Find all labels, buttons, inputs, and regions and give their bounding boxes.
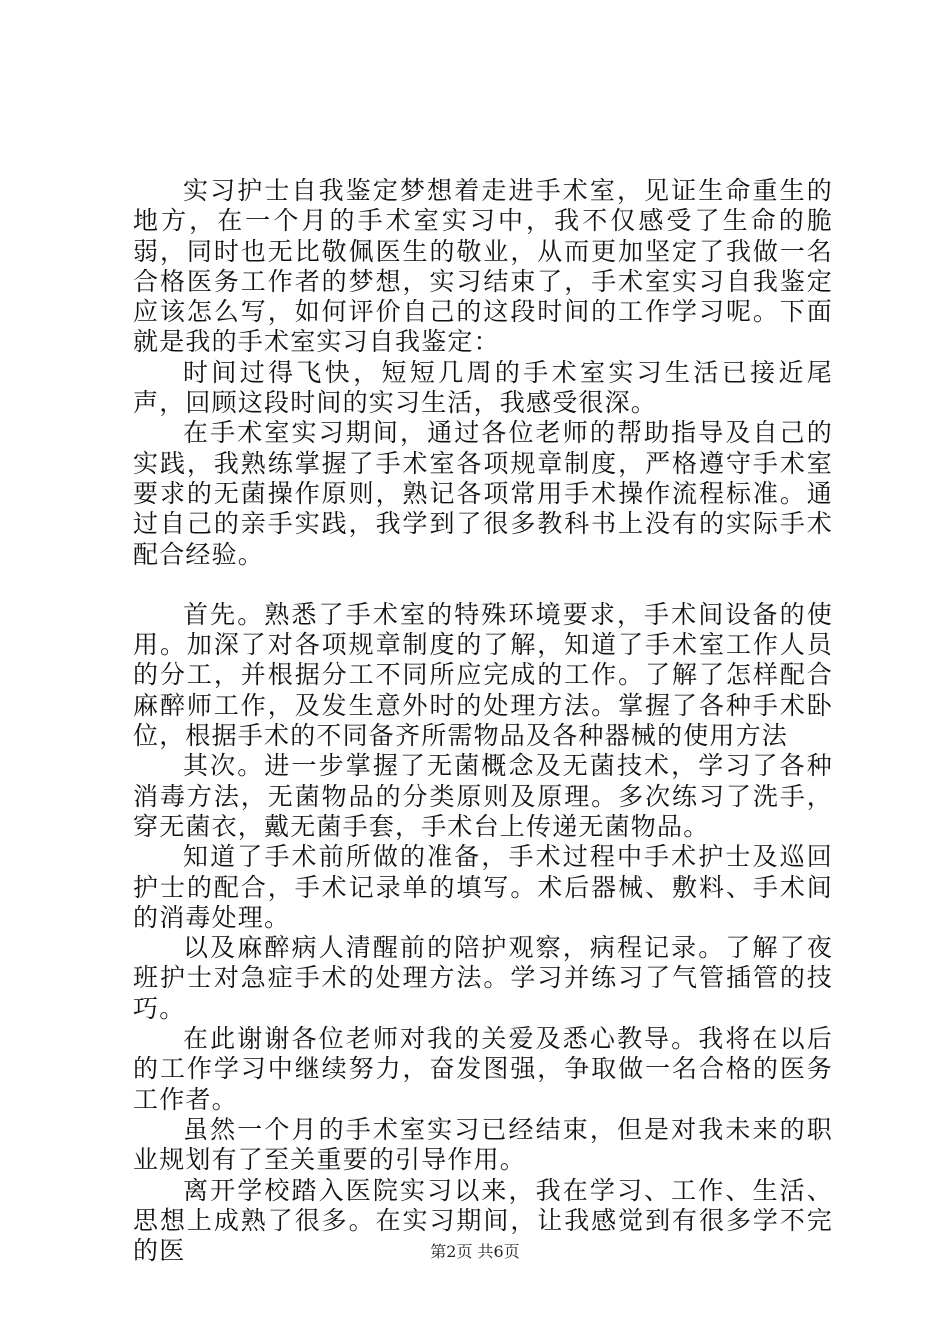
paragraph-anesthesia: 以及麻醉病人清醒前的陪护观察，病程记录。了解了夜班护士对急症手术的处理方法。学习并练习了气管插管的技巧。	[133, 933, 833, 1023]
paragraph-preparation: 知道了手术前所做的准备，手术过程中手术护士及巡回护士的配合，手术记录单的填写。术后器械、敷料、手术间的消毒处理。	[133, 842, 833, 932]
paragraph-internship-period: 在手术室实习期间，通过各位老师的帮助指导及自己的实践，我熟练掌握了手术室各项规章制度，严格遵守手术室要求的无菌操作原则，熟记各项常用手术操作流程标准。通过自己的亲手实践，我学到了很多教科书上没有的实际手术配合经验。	[133, 418, 833, 569]
paragraph-guidance: 虽然一个月的手术室实习已经结束，但是对我未来的职业规划有了至关重要的引导作用。	[133, 1114, 833, 1175]
paragraph-time-passes: 时间过得飞快，短短几周的手术室实习生活已接近尾声，回顾这段时间的实习生活，我感受很深。	[133, 357, 833, 418]
page-number-footer: 第2页 共6页	[430, 1242, 520, 1261]
paragraph-hospital: 离开学校踏入医院实习以来，我在学习、工作、生活、思想上成熟了很多。在实习期间，让我感觉到有很多学不完的医	[133, 1175, 833, 1266]
paragraph-thanks: 在此谢谢各位老师对我的关爱及悉心教导。我将在以后的工作学习中继续努力，奋发图强，争取做一名合格的医务工作者。	[133, 1024, 833, 1114]
paragraph-intro: 实习护士自我鉴定梦想着走进手术室，见证生命重生的地方，在一个月的手术室实习中，我不仅感受了生命的脆弱，同时也无比敬佩医生的敬业，从而更加坚定了我做一名合格医务工作者的梦想，实习结束了，手术室实习自我鉴定应该怎么写，如何评价自己的这段时间的工作学习呢。下面就是我的手术室实习自我鉴定：	[133, 176, 833, 357]
paragraph-first: 首先。熟悉了手术室的特殊环境要求，手术间设备的使用。加深了对各项规章制度的了解，知道了手术室工作人员的分工，并根据分工不同所应完成的工作。了解了怎样配合麻醉师工作，及发生意外时的处理方法。掌握了各种手术卧位，根据手术的不同备齐所需物品及各种器械的使用方法	[133, 599, 833, 751]
document-body	[133, 176, 833, 1266]
paragraph-second: 其次。进一步掌握了无菌概念及无菌技术，学习了各种消毒方法，无菌物品的分类原则及原理。多次练习了洗手，穿无菌衣，戴无菌手套，手术台上传递无菌物品。	[133, 751, 833, 841]
